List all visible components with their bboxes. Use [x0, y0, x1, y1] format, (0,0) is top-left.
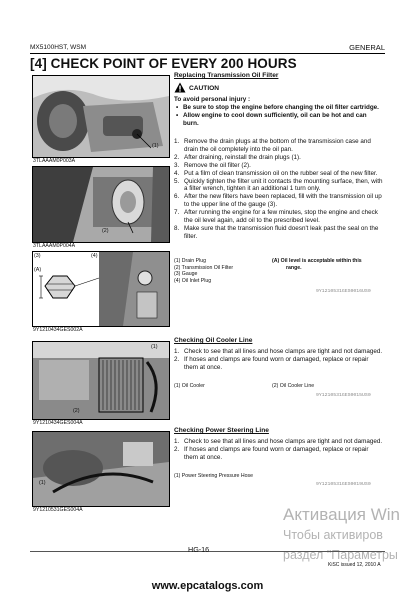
- list-item: 2. If hoses and clamps are found worn or damaged, replace or repair them at once.: [174, 355, 369, 371]
- activation-watermark-line: Чтобы активиров: [283, 528, 383, 542]
- list-item: 1. Check to see that all lines and hose clamps are tight and not damaged.: [174, 438, 383, 445]
- oil-level-note: [272, 258, 362, 271]
- page-title: [4] CHECK POINT OF EVERY 200 HOURS: [30, 56, 297, 71]
- callout-A: (A): [34, 267, 42, 273]
- list-item: 3. Remove the oil filter (2).: [174, 161, 251, 169]
- site-url: www.epcatalogs.com: [151, 580, 264, 592]
- legend-item: (2) Transmission Oil Filter: [174, 264, 234, 271]
- page-number: HG-16: [188, 545, 210, 554]
- list-item: 7. After running the engine for a few minutes, stop the engine and check the oil level again, add oil to the prescribed level.: [174, 209, 378, 225]
- oil-cooler-steps: [174, 348, 384, 372]
- callout-1: (1): [151, 344, 158, 350]
- reference-code: 9Y1210531GES0019US0: [316, 482, 371, 487]
- section-heading-power-steering: Checking Power Steering Line: [174, 427, 269, 434]
- list-item: 6. After the new filters have been replaced, fill with the transmission oil up to the upper line of the gauge (3).: [174, 193, 382, 209]
- legend-item: (3) Gauge: [174, 271, 198, 278]
- activation-watermark-line: Активация Win: [283, 505, 400, 524]
- figure-oil-filter-photo: [32, 166, 170, 243]
- list-item: 2. After draining, reinstall the drain plugs (1).: [174, 153, 301, 161]
- caution-bullets: [174, 104, 384, 128]
- legend-list: [174, 258, 233, 284]
- list-item: 1. Remove the drain plugs at the bottom of the transmission case and drain the oil completely into the oil pan.: [174, 138, 371, 153]
- legend-item: (1) Power Steering Pressure Hose: [174, 473, 253, 479]
- section-name: GENERAL: [349, 43, 385, 52]
- callout-2: (2): [102, 228, 109, 234]
- figure-code: 3TLAAAM0P004A: [33, 243, 76, 249]
- callout-2: (2): [73, 408, 80, 414]
- issue-date: KiSC issued 12, 2010 A: [328, 562, 381, 568]
- callout-4: (4): [91, 253, 98, 259]
- warning-triangle-icon: [174, 82, 186, 93]
- caution-block: [174, 82, 394, 94]
- note-line: range.: [286, 264, 302, 271]
- list-item: 1. Check to see that all lines and hose clamps are tight and not damaged.: [174, 348, 383, 355]
- figure-oil-cooler-photo: [32, 341, 170, 420]
- legend-item: (1) Drain Plug: [174, 258, 207, 264]
- callout-1: (1): [152, 143, 159, 149]
- figure-code: 9Y1210434GES002A: [33, 327, 83, 333]
- section-heading-oil-cooler: Checking Oil Cooler Line: [174, 337, 253, 344]
- list-item: 5. Quickly tighten the filter unit it contacts the mounting surface, then, with a filter wrench, tighten it an additional 1 turn only.: [174, 177, 383, 193]
- list-item: • Be sure to stop the engine before changing the oil filter cartridge.: [176, 104, 379, 111]
- list-item: • Allow engine to cool down sufficiently, oil can be hot and can burn.: [176, 111, 367, 127]
- header-rule: [30, 53, 385, 54]
- reference-code: 9Y1210531GES0016US0: [316, 289, 371, 294]
- callout-1: (1): [39, 480, 46, 486]
- power-steering-steps: [174, 438, 384, 462]
- reference-code: 9Y1210531GES0015US0: [316, 393, 371, 398]
- figure-code: 9Y1210434GES004A: [33, 420, 83, 426]
- list-item: 2. If hoses and clamps are found worn or damaged, replace or repair them at once.: [174, 445, 369, 461]
- figure-code: 9Y1210531GES004A: [33, 507, 83, 513]
- activation-watermark-line: раздел "Параметры: [283, 548, 398, 562]
- note-line: (A) Oil level is acceptable within this: [272, 258, 362, 264]
- list-item: 8. Make sure that the transmission fluid doesn't leak past the seal on the filter.: [174, 224, 379, 240]
- list-item: 4. Put a film of clean transmission oil on the rubber seal of the new filter.: [174, 169, 378, 177]
- legend-item: (1) Oil Cooler: [174, 383, 205, 389]
- legend-item: (2) Oil Cooler Line: [272, 383, 315, 389]
- figure-gauge-photo: [32, 251, 170, 327]
- transmission-filter-steps: [174, 138, 384, 241]
- legend-item: (4) Oil Inlet Plug: [174, 277, 212, 284]
- figure-code: 3TLAAAM0P003A: [33, 158, 76, 164]
- avoid-injury-label: To avoid personal injury :: [174, 96, 251, 103]
- section-heading-transmission-filter: Replacing Transmission Oil Filter: [174, 72, 279, 79]
- caution-label: CAUTION: [189, 85, 220, 92]
- figure-steering-hose-photo: [32, 431, 170, 507]
- manual-model: MX5100HST, WSM: [30, 44, 86, 51]
- callout-3: (3): [34, 253, 41, 259]
- figure-drain-plug-photo: [32, 75, 170, 158]
